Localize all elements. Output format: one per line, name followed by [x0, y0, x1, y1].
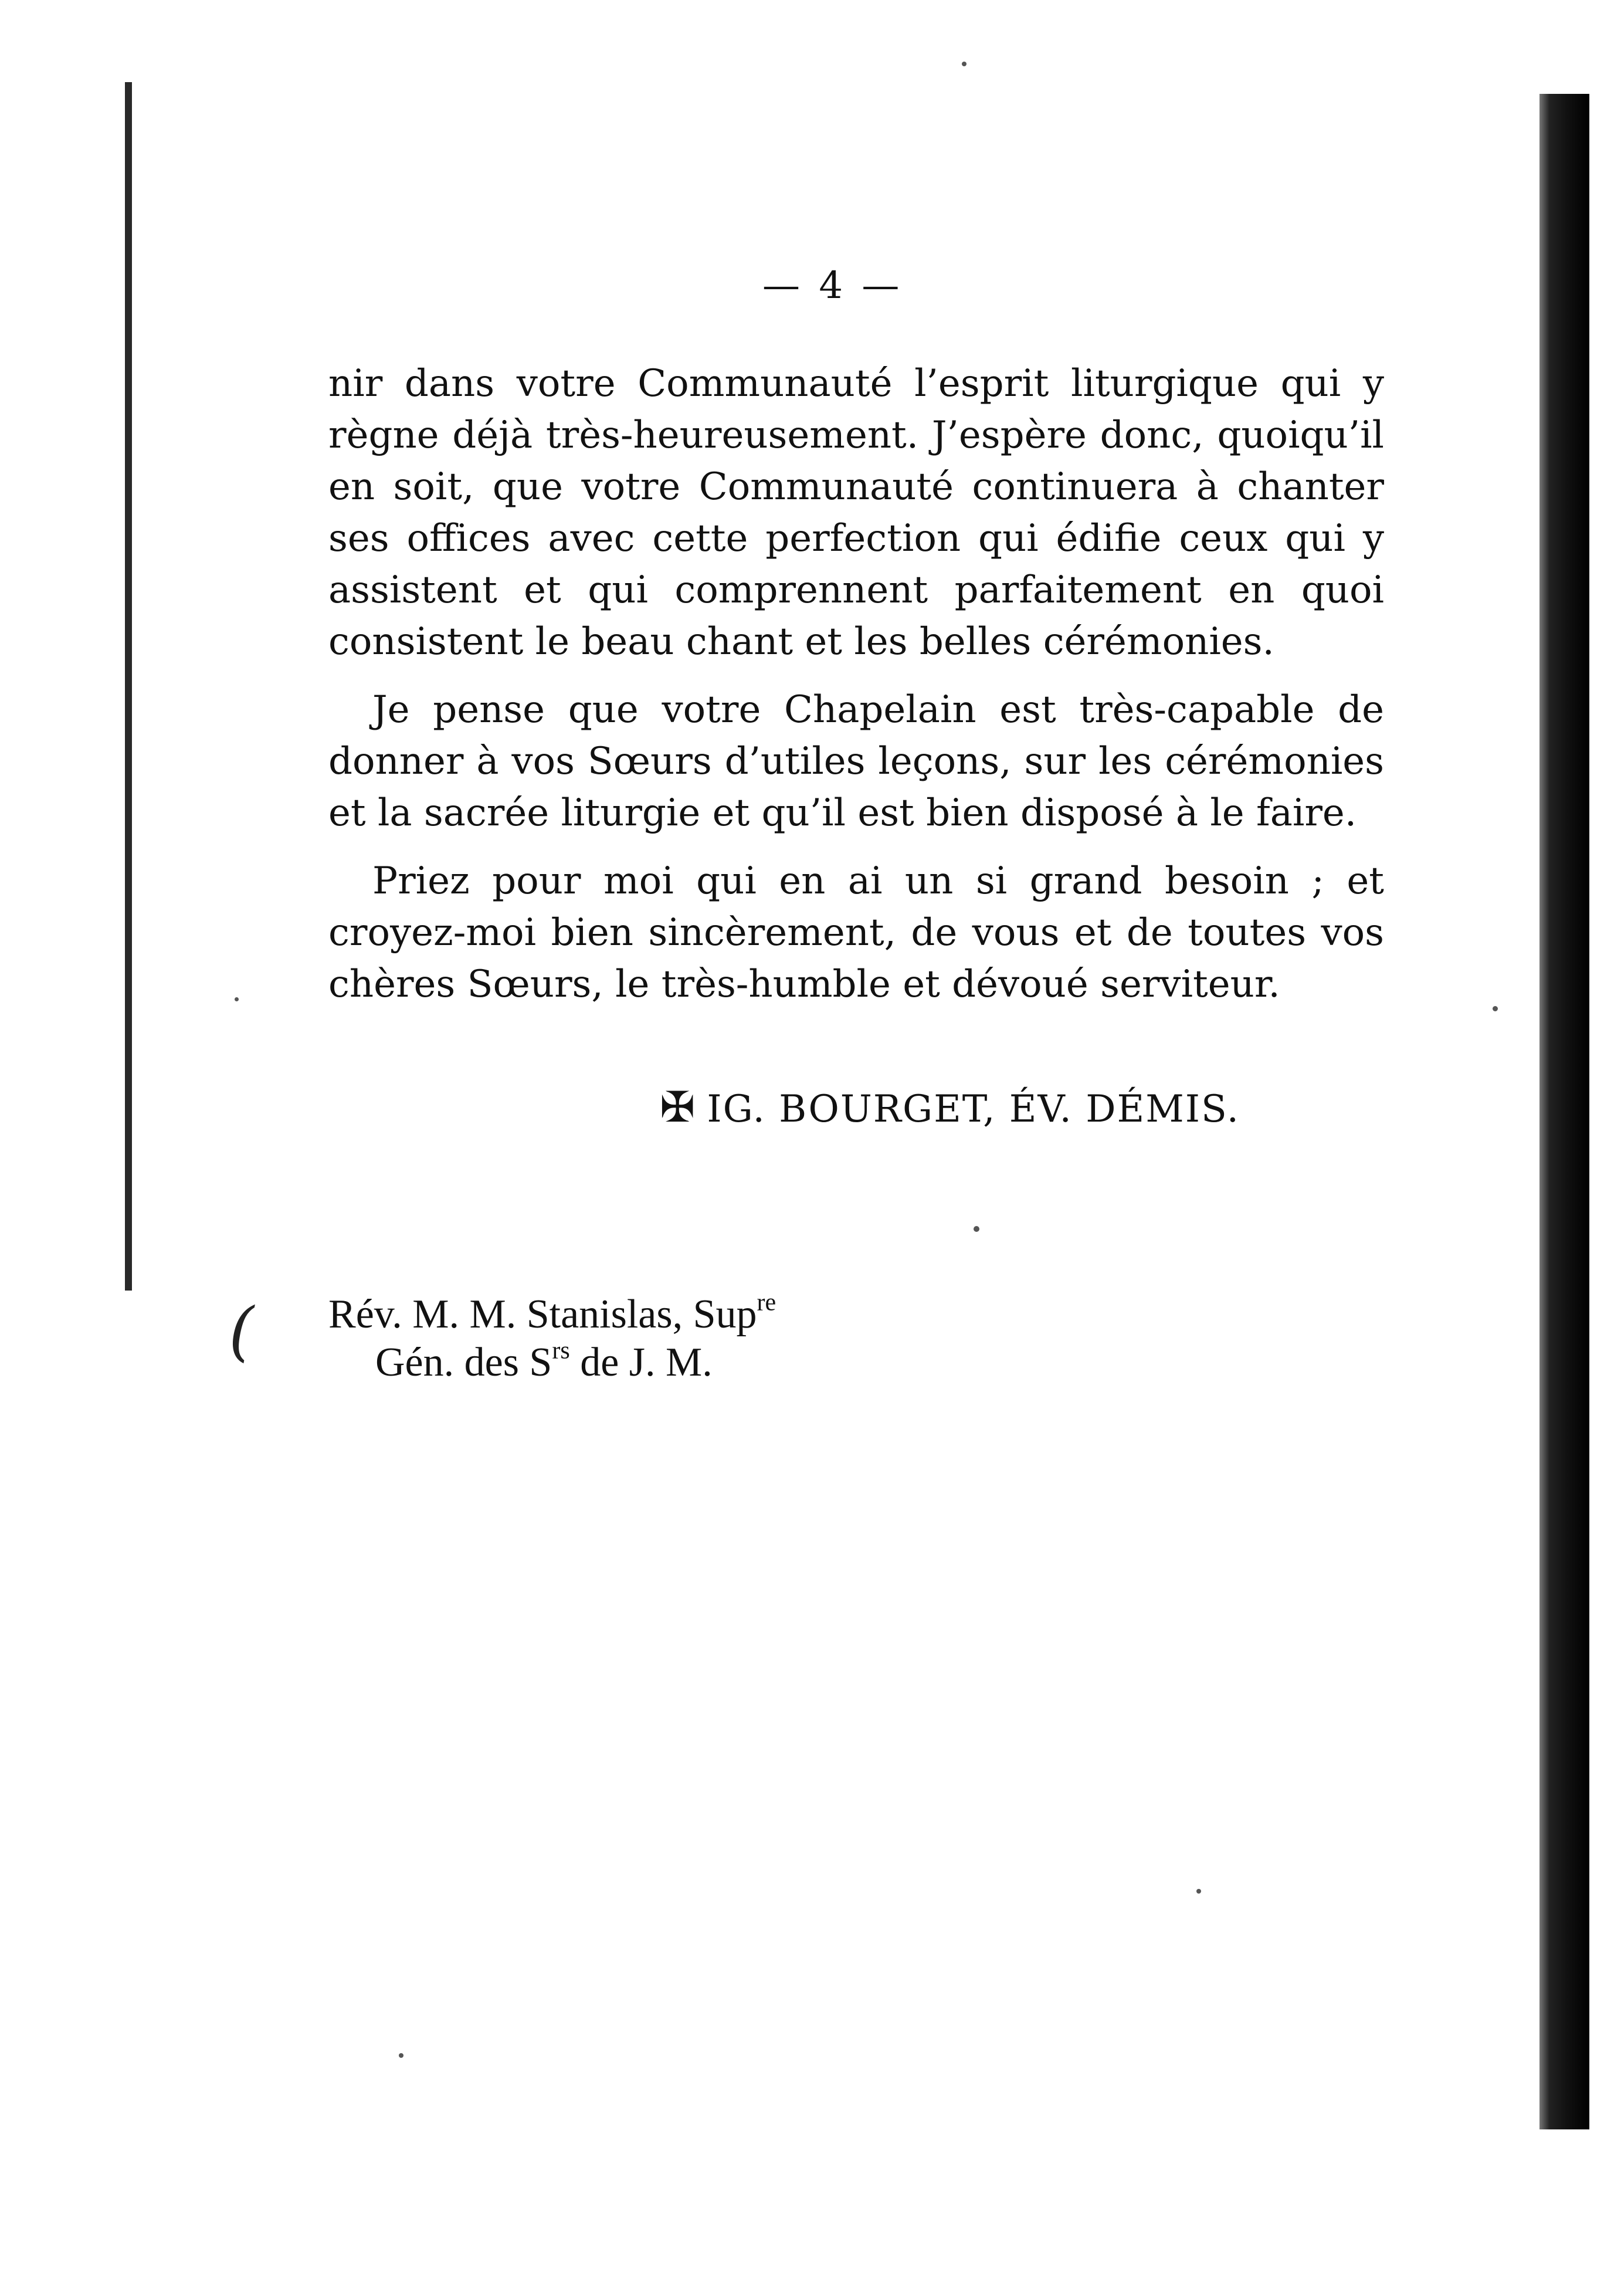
paragraph-1: nir dans votre Communauté l’esprit liturgique qui y règne déjà très-heureusement. J’espère donc, quoiqu’il en soit, que votre Communauté continuera à chanter ses offices avec cette perfection qui édifie ceux qui y assistent et qui comprennent parfaitement en quoi consistent le beau chant et les belles cérémonies.	[328, 362, 1384, 663]
ink-speck	[1493, 1006, 1498, 1011]
letter-body	[328, 358, 1384, 1010]
addressee-line-2: Gén. des $S^{rs}$ de J. M.	[375, 1337, 713, 1385]
ink-speck	[974, 1226, 979, 1232]
page-number: — 4 —	[762, 264, 903, 307]
signature	[660, 1082, 1240, 1132]
addressee-block	[328, 1291, 776, 1387]
ink-speck	[399, 2053, 403, 2058]
paragraph-3: Priez pour moi qui en ai un si grand besoin ; et croyez-moi bien sincèrement, de vous et de toutes vos chères Sœurs, le très-humble et dévoué serviteur.	[328, 859, 1384, 1006]
addressee-line-1: Rév. M. M. Stanislas, Sup$^{re}$	[328, 1289, 776, 1337]
handwritten-bracket-mark: (	[229, 1293, 254, 1369]
ink-speck	[235, 997, 239, 1001]
cross-icon: ✠	[660, 1082, 697, 1132]
ink-speck	[962, 62, 967, 66]
signature-name: IG. BOURGET, ÉV. DÉMIS.	[707, 1088, 1240, 1131]
left-page-edge-shadow	[125, 82, 132, 1291]
paragraph-2: Je pense que votre Chapelain est très-capable de donner à vos Sœurs d’utiles leçons, sur les cérémonies et la sacrée liturgie et qu’il est bien disposé à le faire.	[328, 688, 1384, 835]
ink-speck	[1196, 1889, 1201, 1894]
right-page-edge-shadow	[1539, 94, 1589, 2129]
